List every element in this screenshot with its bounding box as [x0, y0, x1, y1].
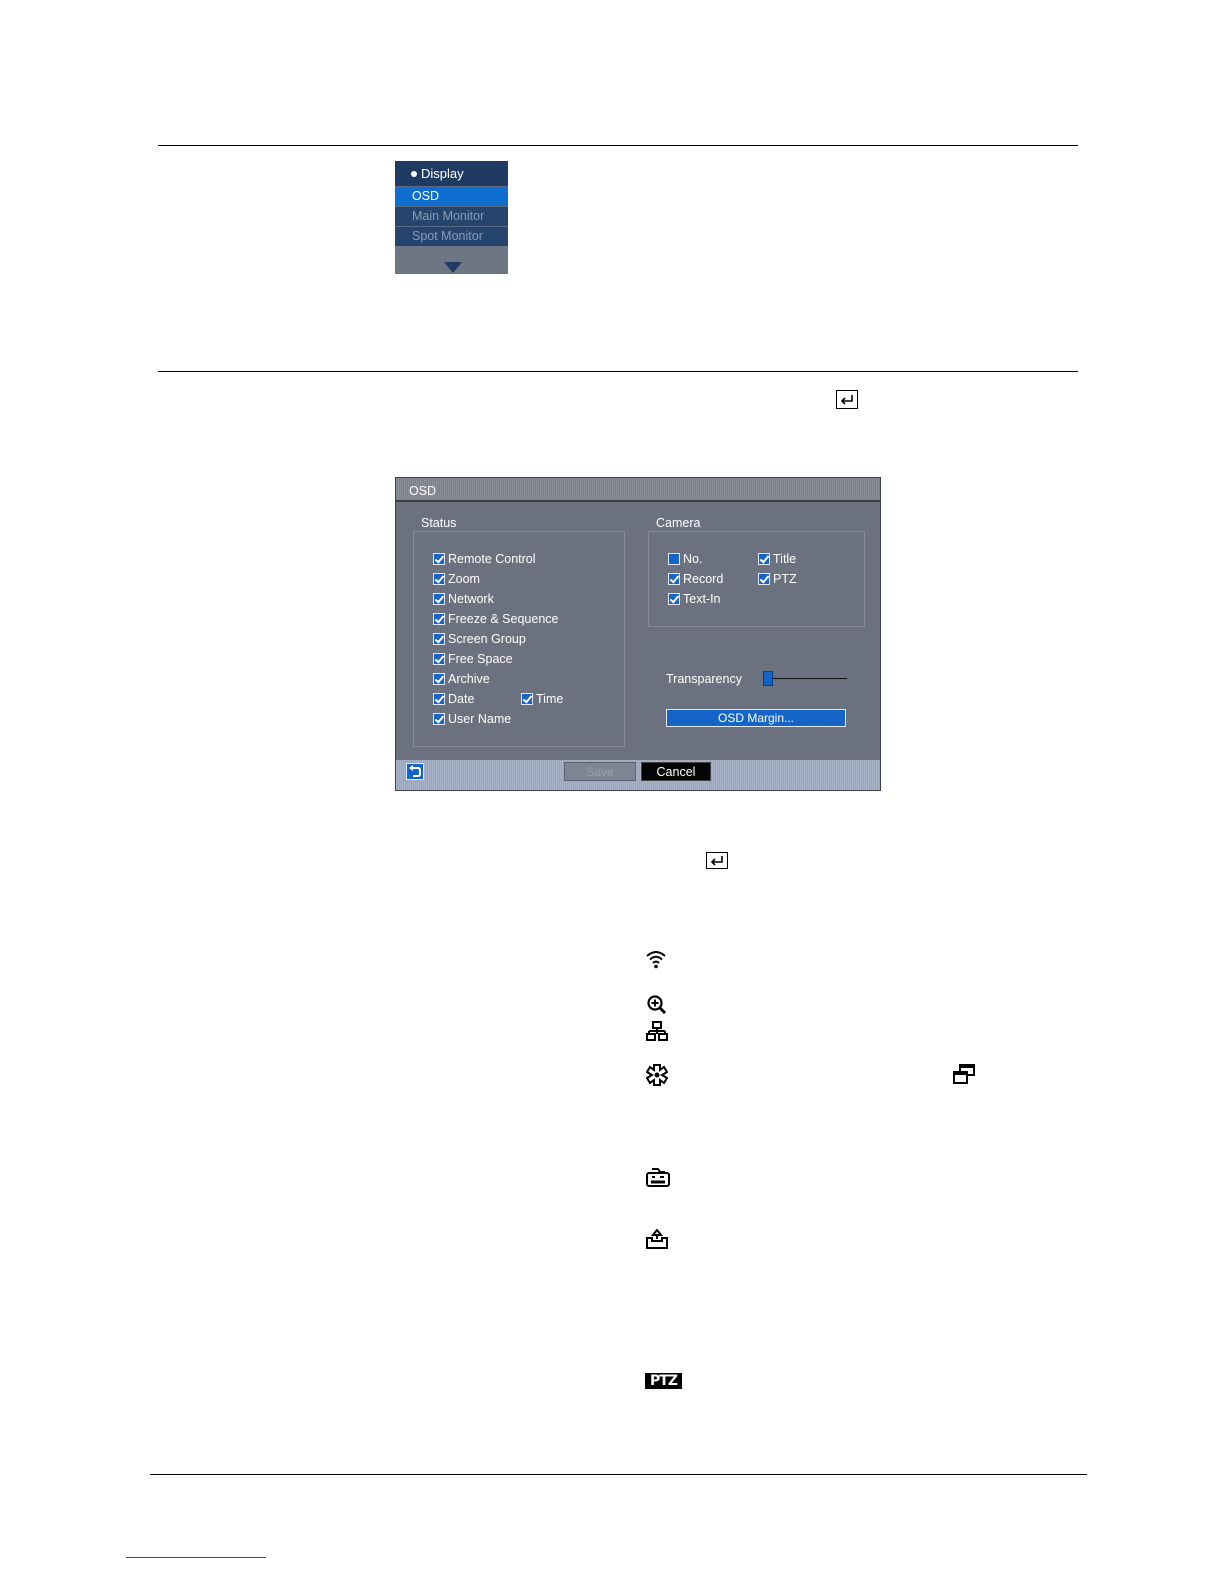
- display-menu-title: Display: [421, 166, 464, 181]
- transparency-label: Transparency: [666, 672, 742, 686]
- checkbox-checked-icon: [758, 573, 770, 585]
- cancel-button[interactable]: Cancel: [641, 762, 711, 781]
- network-icon: [646, 1021, 668, 1041]
- back-button[interactable]: [406, 763, 424, 780]
- zoom-checkbox[interactable]: Zoom: [433, 572, 480, 586]
- transparency-slider-track[interactable]: [772, 678, 847, 679]
- checkbox-checked-icon: [433, 633, 445, 645]
- enter-key-icon: [836, 390, 858, 409]
- enter-key-icon: [706, 852, 728, 869]
- bullet-icon: [411, 171, 417, 177]
- checkbox-checked-icon: [668, 573, 680, 585]
- free-space-icon: [646, 1229, 668, 1249]
- checkbox-checked-icon: [668, 593, 680, 605]
- dialog-footer: [396, 760, 880, 790]
- menu-item-spot-monitor[interactable]: Spot Monitor: [395, 226, 508, 246]
- footer-rule: [150, 1474, 1087, 1475]
- checkbox-checked-icon: [433, 573, 445, 585]
- camera-no-checkbox[interactable]: No.: [668, 552, 702, 566]
- camera-text-in-checkbox[interactable]: Text-In: [668, 592, 721, 606]
- checkbox-checked-icon: [433, 613, 445, 625]
- date-checkbox[interactable]: Date: [433, 692, 474, 706]
- time-checkbox[interactable]: Time: [521, 692, 563, 706]
- top-rule: [158, 145, 1078, 146]
- menu-pointer-icon: [444, 262, 462, 274]
- back-arrow-icon: [407, 764, 423, 779]
- dialog-title: OSD: [396, 478, 880, 502]
- checkbox-checked-icon: [433, 693, 445, 705]
- checkbox-checked-icon: [433, 653, 445, 665]
- freeze-icon: [646, 1064, 668, 1086]
- checkbox-checked-icon: [521, 693, 533, 705]
- camera-record-checkbox[interactable]: Record: [668, 572, 723, 586]
- remote-control-checkbox[interactable]: Remote Control: [433, 552, 536, 566]
- display-menu: [395, 161, 508, 274]
- transparency-slider-thumb[interactable]: [763, 671, 773, 686]
- freeze-sequence-checkbox[interactable]: Freeze & Sequence: [433, 612, 559, 626]
- status-group-label: Status: [421, 516, 457, 530]
- archive-icon: [646, 1168, 670, 1188]
- checkbox-checked-icon: [433, 713, 445, 725]
- menu-item-main-monitor[interactable]: Main Monitor: [395, 206, 508, 226]
- sequence-icon: [953, 1064, 975, 1084]
- ptz-icon: PTZ: [645, 1373, 682, 1389]
- user-name-checkbox[interactable]: User Name: [433, 712, 511, 726]
- screen-group-checkbox[interactable]: Screen Group: [433, 632, 526, 646]
- checkbox-checked-icon: [433, 593, 445, 605]
- network-checkbox[interactable]: Network: [433, 592, 494, 606]
- save-button[interactable]: Save: [564, 762, 636, 781]
- free-space-checkbox[interactable]: Free Space: [433, 652, 513, 666]
- checkbox-checked-icon: [433, 673, 445, 685]
- checkbox-checked-icon: [433, 553, 445, 565]
- camera-group-label: Camera: [656, 516, 701, 530]
- osd-margin-button[interactable]: OSD Margin...: [666, 709, 846, 727]
- menu-item-osd[interactable]: OSD: [395, 186, 508, 206]
- section-rule: [158, 371, 1078, 372]
- zoom-icon: [646, 994, 668, 1016]
- checkbox-unchecked-icon: [668, 553, 680, 565]
- archive-checkbox[interactable]: Archive: [433, 672, 490, 686]
- camera-title-checkbox[interactable]: Title: [758, 552, 796, 566]
- camera-ptz-checkbox[interactable]: PTZ: [758, 572, 797, 586]
- checkbox-checked-icon: [758, 553, 770, 565]
- display-menu-header[interactable]: [395, 161, 508, 186]
- footer-link-underline[interactable]: [126, 1557, 266, 1558]
- remote-control-icon: [645, 950, 667, 970]
